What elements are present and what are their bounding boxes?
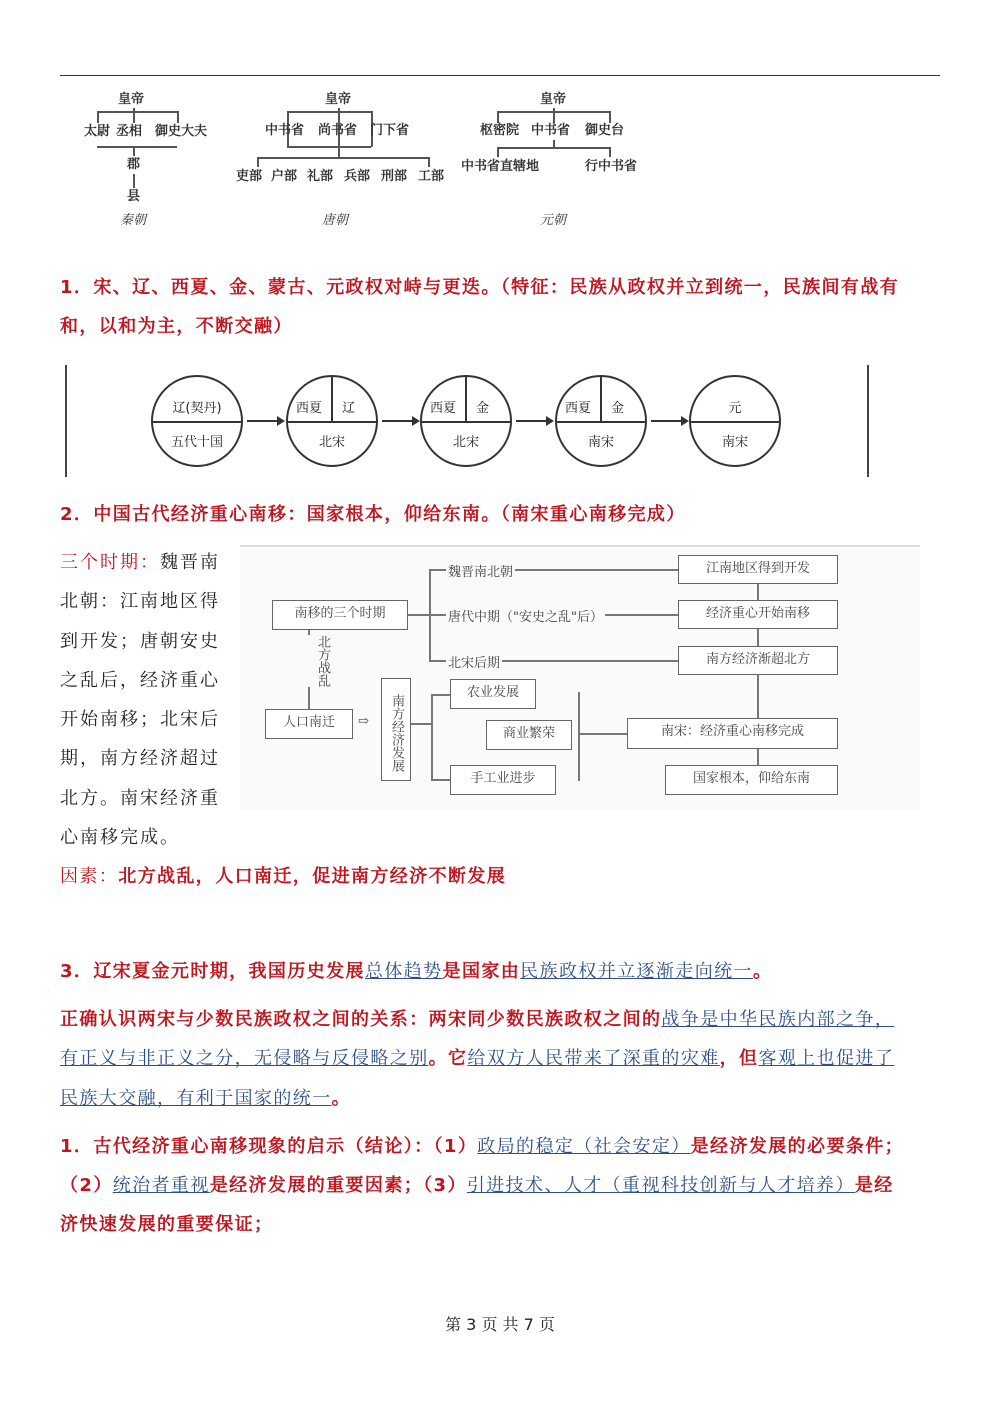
text-segment: 。 (331, 1088, 352, 1109)
underlined-segment: 战争是中华民族内部之争， (661, 1009, 895, 1030)
circle-top: 元 (728, 401, 742, 416)
org-node: 御史台 (585, 123, 625, 138)
circle-top-right: 辽 (342, 401, 356, 416)
org-node: 中书省 (265, 123, 305, 138)
org-line (497, 147, 499, 157)
org-line (609, 111, 611, 123)
flow-result-2: 经济重心开始南移 (678, 600, 838, 629)
timeline-circle (420, 375, 512, 467)
flow-result-1: 江南地区得到开发 (678, 555, 838, 584)
hollow-arrow-icon: ⇨ (358, 714, 369, 729)
circle-top-left: 西夏 (430, 401, 457, 416)
org-line (497, 147, 609, 149)
org-node: 行中书省 (585, 159, 638, 174)
org-node: 郡 (127, 157, 141, 172)
org-line (97, 146, 177, 148)
underlined-segment: 总体趋势 (364, 961, 443, 982)
org-caption: 秦朝 (120, 213, 147, 228)
org-line (97, 111, 177, 113)
factors-label: 因素： (60, 866, 119, 887)
org-node: 吏部 (236, 169, 263, 184)
arrow-icon (651, 420, 687, 422)
southward-shift-flowchart (240, 545, 920, 809)
underlined-segment: 客观上也促进了 (758, 1048, 895, 1069)
text-segment: 正确认识两宋与少数民族政权之间的关系：两宋同少数民族政权之间的 (60, 1009, 662, 1030)
timeline-circle (151, 375, 243, 467)
text-segment: 是国家由 (442, 961, 521, 982)
text-segment: 是经济发展的必要条件； (690, 1136, 905, 1157)
text-segment: 是经 (854, 1175, 894, 1196)
org-node: 户部 (271, 169, 298, 184)
text-segment: 济快速发展的重要保证； (60, 1214, 274, 1235)
org-node: 枢密院 (480, 123, 520, 138)
underlined-segment: 给双方人民带来了深重的灾难 (467, 1048, 720, 1069)
flow-period-1: 魏晋南北朝 (446, 561, 515, 580)
org-node: 太尉 (84, 124, 111, 139)
timeline-circle (555, 375, 647, 467)
circle-top-right: 金 (476, 401, 490, 416)
timeline-circle (689, 375, 781, 467)
section1-line2: 和，以和为主，不断交融） (60, 316, 293, 337)
underlined-segment: 政局的稳定（社会安定） (477, 1136, 691, 1157)
org-node: 工部 (418, 169, 445, 184)
text-segment: 1．古代经济重心南移现象的启示（结论）：（1） (60, 1136, 478, 1157)
periods-text (60, 543, 224, 857)
org-line (257, 157, 429, 159)
flow-war: 北方战乱 (306, 635, 338, 687)
flow-agriculture: 农业发展 (450, 679, 536, 709)
org-node: 皇帝 (118, 92, 145, 107)
text-segment: 。它 (428, 1048, 468, 1069)
circle-top: 辽(契丹) (172, 401, 222, 416)
factors-text: 北方战乱，人口南迁，促进南方经济不断发展 (118, 866, 507, 887)
circle-bottom: 北宋 (318, 435, 345, 450)
org-node: 尚书省 (318, 123, 358, 138)
flow-complete: 南宋：经济重心南移完成 (627, 718, 838, 749)
org-line (97, 111, 99, 123)
lessons-line-2 (60, 1166, 894, 1205)
org-line (177, 111, 179, 123)
org-node: 兵部 (344, 169, 371, 184)
lessons-line-3 (60, 1205, 273, 1244)
flow-final: 国家根本，仰给东南 (665, 765, 838, 795)
flow-result-3: 南方经济渐超北方 (678, 646, 838, 675)
flow-period-2: 唐代中期（"安史之乱"后） (446, 606, 605, 625)
page-footer: 第 3 页 共 7 页 (445, 1315, 555, 1334)
flow-commerce: 商业繁荣 (486, 720, 572, 750)
underlined-segment: 有正义与非正义之分，无侵略与反侵略之别 (60, 1048, 429, 1069)
org-line (609, 147, 611, 157)
timeline-circle (286, 375, 378, 467)
section2-heading: 2．中国古代经济重心南移：国家根本，仰给东南。（南宋重心南移完成） (60, 504, 686, 525)
relations-line-3 (60, 1079, 351, 1118)
regime-timeline (65, 365, 869, 477)
periods-label: 三个时期： (60, 552, 160, 573)
org-line (133, 146, 135, 156)
org-line (497, 111, 499, 123)
org-line (257, 157, 259, 167)
org-caption: 元朝 (540, 213, 567, 228)
org-line (133, 174, 135, 188)
underlined-segment: 统治者重视 (112, 1175, 210, 1196)
underlined-segment: 民族大交融，有利于国家的统一 (60, 1088, 332, 1109)
circle-bottom: 五代十国 (170, 435, 223, 450)
org-node: 中书省直辖地 (461, 159, 540, 174)
flow-period-3: 北宋后期 (446, 652, 502, 671)
org-node: 县 (127, 189, 141, 204)
relations-line-1 (60, 1000, 894, 1039)
text-segment: ，但 (719, 1048, 759, 1069)
circle-bottom: 南宋 (587, 435, 614, 450)
org-line (287, 146, 371, 148)
org-node: 御史大夫 (155, 124, 208, 139)
circle-top-left: 西夏 (296, 401, 323, 416)
flow-root: 南移的三个时期 (272, 600, 408, 630)
circle-top-right: 金 (611, 401, 625, 416)
org-line (133, 108, 135, 123)
lessons-line-1 (60, 1127, 904, 1166)
text-segment: 3．辽宋夏金元时期，我国历史发展 (60, 961, 365, 982)
flow-south-economy: 南方经济发展 (381, 678, 411, 781)
factors-line (60, 857, 506, 896)
org-node: 丞相 (116, 124, 143, 139)
relations-line-2 (60, 1039, 894, 1078)
periods-body: 魏晋南北朝：江南地区得到开发；唐朝安史之乱后，经济重心开始南移；北宋后期，南方经济超过北方。南宋经济重心南移完成。 (60, 552, 220, 849)
text-segment: （2） (60, 1175, 113, 1196)
underlined-segment: 引进技术、人才（重视科技创新与人才培养） (466, 1175, 855, 1196)
flow-handicraft: 手工业进步 (450, 765, 556, 795)
circle-bottom: 北宋 (452, 435, 479, 450)
arrow-icon (247, 420, 283, 422)
header-rule (60, 75, 940, 76)
org-node: 中书省 (531, 123, 571, 138)
org-node: 刑部 (381, 169, 408, 184)
org-line (287, 111, 371, 113)
org-node: 门下省 (370, 123, 410, 138)
arrow-icon (516, 420, 552, 422)
org-line (428, 157, 430, 167)
underlined-segment: 民族政权并立逐渐走向统一 (520, 961, 753, 982)
org-caption: 唐朝 (322, 213, 349, 228)
section3-trend (60, 952, 772, 991)
org-node: 皇帝 (540, 92, 567, 107)
flow-migration: 人口南迁 (265, 709, 353, 739)
arrow-icon (382, 420, 418, 422)
section1-line1: 1．宋、辽、西夏、金、蒙古、元政权对峙与更迭。（特征：民族从政权并立到统一，民族间有战有 (60, 277, 900, 298)
text-segment: 。 (752, 961, 773, 982)
circle-top-left: 西夏 (565, 401, 592, 416)
org-node: 皇帝 (325, 92, 352, 107)
org-line (553, 108, 555, 123)
org-node: 礼部 (307, 169, 334, 184)
text-segment: 是经济发展的重要因素；（3） (209, 1175, 467, 1196)
circle-bottom: 南宋 (721, 435, 748, 450)
